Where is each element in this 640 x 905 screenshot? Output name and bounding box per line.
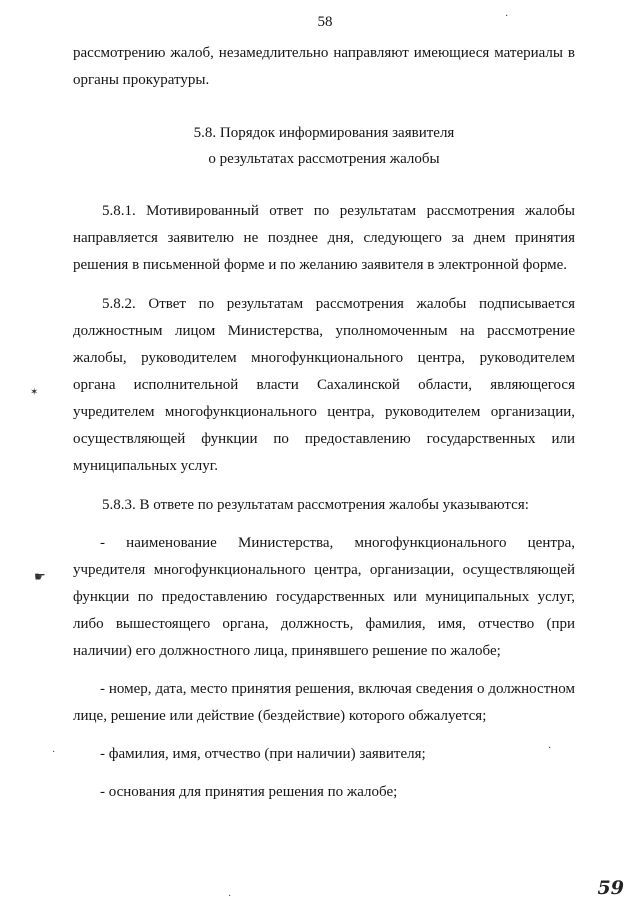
list-item: - основания для принятия решения по жалобе; bbox=[100, 784, 398, 800]
section-heading-line-2: о результатах рассмотрения жалобы bbox=[208, 151, 440, 167]
handwritten-page-number: 59 bbox=[597, 877, 624, 899]
scan-speck: · bbox=[52, 747, 56, 758]
paragraph-continuation: рассмотрению жалоб, незамедлительно направляют имеющиеся материалы в органы прокуратуры. bbox=[73, 45, 575, 88]
scan-speck: · bbox=[548, 743, 552, 754]
paragraph-5-8-1: 5.8.1. Мотивированный ответ по результатам рассмотрения жалобы направляется заявителю не позднее дня, следующего за днем принятия решения в письменной форме и по желанию заявителя в электронной форме. bbox=[73, 203, 575, 273]
list-item: - наименование Министерства, многофункционального центра, учредителя многофункционального центра, организации, осуществляющей функции по предоставлению государственных или муниципальных услуг, либо вышестоящего органа, должность, фамилия, имя, отчество (при наличии) его должностного лица, принявшего решение по жалобе; bbox=[73, 535, 575, 659]
document-body bbox=[73, 40, 575, 806]
list-item: - номер, дата, место принятия решения, включая сведения о должностном лице, решение или действие (бездействие) которого обжалуется; bbox=[73, 681, 575, 724]
list-item: - фамилия, имя, отчество (при наличии) заявителя; bbox=[100, 746, 426, 762]
section-heading-line-1: 5.8. Порядок информирования заявителя bbox=[193, 125, 455, 141]
scan-speck: ✶ bbox=[30, 387, 39, 398]
paragraph-5-8-3: 5.8.3. В ответе по результатам рассмотрения жалобы указываются: bbox=[102, 497, 529, 513]
paragraph-5-8-2: 5.8.2. Ответ по результатам рассмотрения жалобы подписывается должностным лицом Министерства, уполномоченным на рассмотрение жалобы, руководителем многофункционального центра, руководителем органа исполнительной власти Сахалинской области, являющегося учредителем многофункционального центра, руководителем организации, осуществляющей функции по предоставлению государственных или муниципальных услуг. bbox=[73, 296, 575, 474]
scan-speck: · bbox=[228, 891, 232, 902]
page-number: 58 bbox=[317, 14, 333, 30]
scan-speck: ☛ bbox=[34, 569, 46, 584]
scan-speck: · bbox=[505, 11, 509, 22]
